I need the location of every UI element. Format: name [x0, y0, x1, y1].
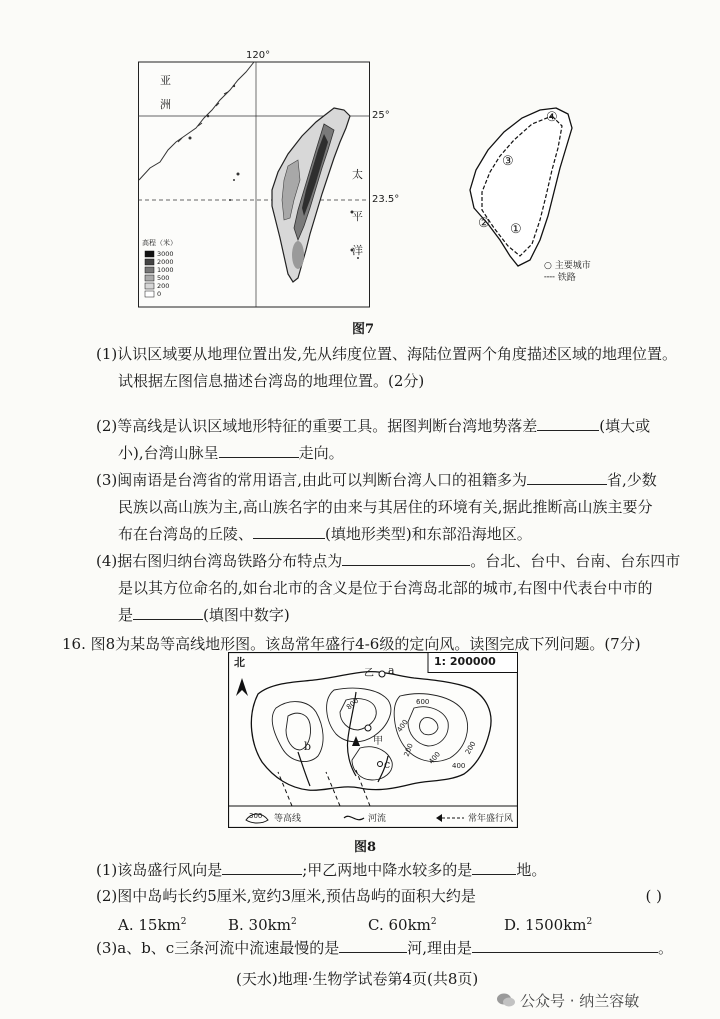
q15-part3-line2: 民族以高山族为主,高山族名字的由来与其居住的环境有关,据此推断高山族主要分 [118, 498, 653, 516]
city-marker-1: ① [510, 222, 522, 237]
contour-label-400-c: 400 [452, 762, 466, 770]
q16-option-c[interactable]: C. $60km^2$ [368, 916, 437, 934]
longitude-120-label: 120° [246, 50, 271, 61]
latitude-25-label: 25° [372, 110, 390, 121]
north-label: 北 [234, 656, 245, 669]
q15-part3-line3: 布在台湾岛的丘陵、 (填地形类型)和东部沿海地区。 [118, 520, 532, 548]
figure7-left-map [138, 50, 400, 308]
answer-blank-rainier-place[interactable] [472, 856, 516, 875]
contour-label-400-a: 400 [395, 718, 410, 734]
contour-label-200-a: 200 [402, 742, 415, 758]
contour-label-800: 800 [344, 696, 361, 712]
q16-option-a[interactable]: A. $15km^2$ [118, 916, 187, 934]
scale-label: 1: 200000 [434, 655, 496, 668]
answer-blank-city-number[interactable] [133, 601, 203, 620]
city-marker-3: ③ [502, 154, 514, 169]
watermark-text: 公众号 · 纳兰容敏 [520, 992, 640, 1010]
river-legend-text: 河流 [368, 814, 387, 824]
page-footer: (天水)地理·生物学试卷第4页(共8页) [236, 970, 479, 988]
wechat-icon [496, 992, 516, 1008]
city-legend-icon: ○ [544, 261, 555, 271]
figure8-contour-map [228, 652, 518, 828]
point-yi-label: 乙 [364, 668, 374, 679]
answer-blank-province[interactable] [527, 466, 607, 485]
answer-blank-wind-direction[interactable] [222, 856, 302, 875]
pacific-char-1: 太 [352, 168, 363, 181]
answer-blank-slowest-river[interactable] [339, 934, 407, 953]
figure8-caption: 图8 [354, 840, 377, 855]
q15-part4-line3: 是 (填图中数字) [118, 601, 290, 629]
contour-legend-text: 等高线 [274, 814, 302, 824]
q15-part2-line2: 小),台湾山脉呈 走向。 [118, 439, 344, 467]
q16-part1: (1)该岛盛行风向是 ;甲乙两地中降水较多的是 地。 [96, 856, 546, 884]
taiwan-railway-map [460, 100, 620, 290]
wind-legend-text: 常年盛行风 [468, 814, 514, 824]
answer-paren[interactable]: ( ) [645, 887, 662, 905]
pacific-char-2: 平 [352, 210, 363, 223]
figure7-right-map [460, 100, 620, 290]
city-marker-2: ② [478, 216, 490, 231]
railway-legend: ○ 主要城市 ╌╌ 铁路 [544, 261, 591, 283]
answer-blank-relief[interactable] [537, 412, 599, 431]
q15-part1-line1: (1)认识区域要从地理位置出发,先从纬度位置、海陆位置两个角度描述区域的地理位置。 [96, 345, 678, 363]
answer-blank-reason[interactable] [472, 934, 658, 953]
pacific-char-3: 洋 [352, 244, 363, 257]
q15-part1-line2: 试根据左图信息描述台湾岛的地理位置。(2分) [118, 372, 425, 390]
city-marker-4: ④ [546, 110, 558, 125]
river-b-label: b [304, 740, 312, 753]
q16-part2: (2)图中岛屿长约5厘米,宽约3厘米,预估岛屿的面积大约是 ( ) [96, 882, 662, 910]
point-yi-marker [379, 671, 385, 677]
q15-part3-line1: (3)闽南语是台湾省的常用语言,由此可以判断台湾人口的祖籍多为 省,少数 [96, 466, 657, 494]
answer-blank-landform[interactable] [253, 520, 325, 539]
q15-part4-line2: 是以其方位命名的,如台北市的含义是位于台湾岛北部的城市,右图中代表台中市的 [118, 579, 653, 597]
river-c-label: c [384, 758, 391, 771]
point-jia-marker [365, 725, 371, 731]
q15-part4-line1: (4)据右图归纳台湾岛铁路分布特点为 。台北、台中、台南、台东四市 [96, 547, 680, 575]
q16-stem: 16. 图8为某岛等高线地形图。该岛常年盛行4-6级的定向风。读图完成下列问题。(7分) [62, 635, 641, 653]
elevation-legend-title: 高程（米） [142, 239, 177, 247]
latitude-23-5-label: 23.5° [372, 194, 400, 205]
point-jia-label: 甲 [373, 736, 383, 747]
contour-label-400-b: 400 [427, 750, 443, 766]
contour-legend-value: 300 [249, 812, 263, 820]
river-a-label: a [388, 664, 395, 677]
q15-part2-line1: (2)等高线是认识区域地形特征的重要工具。据图判断台湾地势落差 (填大或 [96, 412, 650, 440]
q16-option-d[interactable]: D. $1500km^2$ [504, 916, 593, 934]
elevation-legend-values: 3000 2000 1000 500 200 0 [157, 250, 174, 298]
contour-label-600: 600 [416, 698, 430, 706]
answer-blank-direction[interactable] [219, 439, 299, 458]
asia-char-2: 洲 [160, 98, 171, 111]
rail-legend-icon: ╌╌ [544, 273, 558, 283]
asia-char-1: 亚 [160, 74, 171, 87]
answer-blank-railway[interactable] [342, 547, 470, 566]
contour-label-200-b: 200 [463, 740, 478, 756]
figure7-caption: 图7 [352, 322, 375, 337]
q16-part3: (3)a、b、c三条河流中流速最慢的是 河,理由是 。 [96, 934, 673, 962]
q16-option-b[interactable]: B. $30km^2$ [228, 916, 297, 934]
